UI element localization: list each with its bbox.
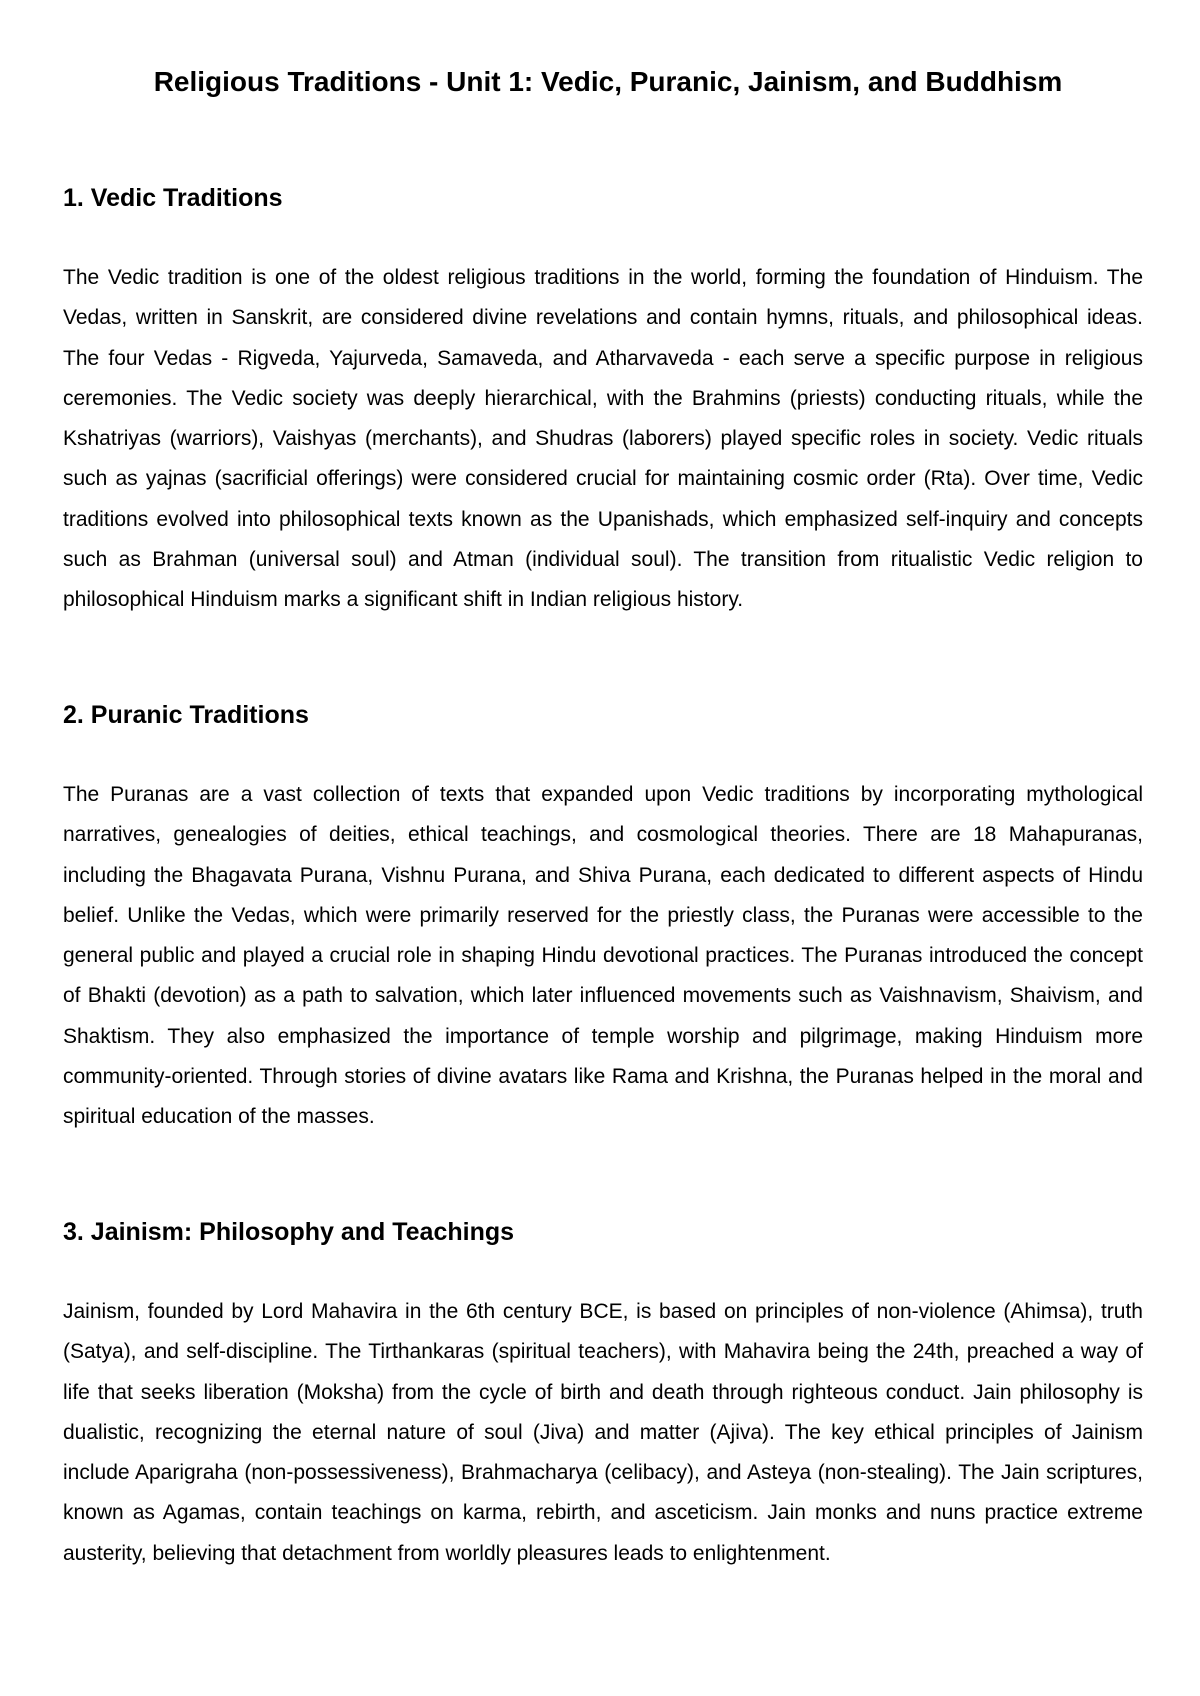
section-heading-jainism: 3. Jainism: Philosophy and Teachings [63,1218,515,1246]
section-heading-vedic: 1. Vedic Traditions [63,184,283,212]
section-body-puranic: The Puranas are a vast collection of texts that expanded upon Vedic traditions by incorporating mythological narratives, genealogies of deities, ethical teachings, and cosmological theories. There are 18 Mahapuranas, including the Bhagavata Purana, Vishnu Purana, and Shiva Purana, each dedicated to different aspects of Hindu belief. Unlike the Vedas, which were primarily reserved for the priestly class, the Puranas were accessible to the general public and played a crucial role in shaping Hindu devotional practices. The Puranas introduced the concept of Bhakti (devotion) as a path to salvation, which later influenced movements such as Vaishnavism, Shaivism, and Shaktism. They also emphasized the importance of temple worship and pilgrimage, making Hinduism more community-oriented. Through stories of divine avatars like Rama and Krishna, the Puranas helped in the moral and spiritual education of the masses. [63,783,1143,1129]
section-body-jainism: Jainism, founded by Lord Mahavira in the 6th century BCE, is based on principles of non-violence (Ahimsa), truth (Satya), and self-discipline. The Tirthankaras (spiritual teachers), with Mahavira being the 24th, preached a way of life that seeks liberation (Moksha) from the cycle of birth and death through righteous conduct. Jain philosophy is dualistic, recognizing the eternal nature of soul (Jiva) and matter (Ajiva). The key ethical principles of Jainism include Aparigraha (non-possessiveness), Brahmacharya (celibacy), and Asteya (non-stealing). The Jain scriptures, known as Agamas, contain teachings on karma, rebirth, and asceticism. Jain monks and nuns practice extreme austerity, believing that detachment from worldly pleasures leads to enlightenment. [63,1300,1143,1565]
section-body-vedic: The Vedic tradition is one of the oldest religious traditions in the world, forming the foundation of Hinduism. The Vedas, written in Sanskrit, are considered divine revelations and contain hymns, rituals, and philosophical ideas. The four Vedas - Rigveda, Yajurveda, Samaveda, and Atharvaveda - each serve a specific purpose in religious ceremonies. The Vedic society was deeply hierarchical, with the Brahmins (priests) conducting rituals, while the Kshatriyas (warriors), Vaishyas (merchants), and Shudras (laborers) played specific roles in society. Vedic rituals such as yajnas (sacrificial offerings) were considered crucial for maintaining cosmic order (Rta). Over time, Vedic traditions evolved into philosophical texts known as the Upanishads, which emphasized self-inquiry and concepts such as Brahman (universal soul) and Atman (individual soul). The transition from ritualistic Vedic religion to philosophical Hinduism marks a significant shift in Indian religious history. [63,266,1143,612]
section-heading-puranic: 2. Puranic Traditions [63,701,309,729]
document-title: Religious Traditions - Unit 1: Vedic, Puranic, Jainism, and Buddhism [153,66,1063,97]
